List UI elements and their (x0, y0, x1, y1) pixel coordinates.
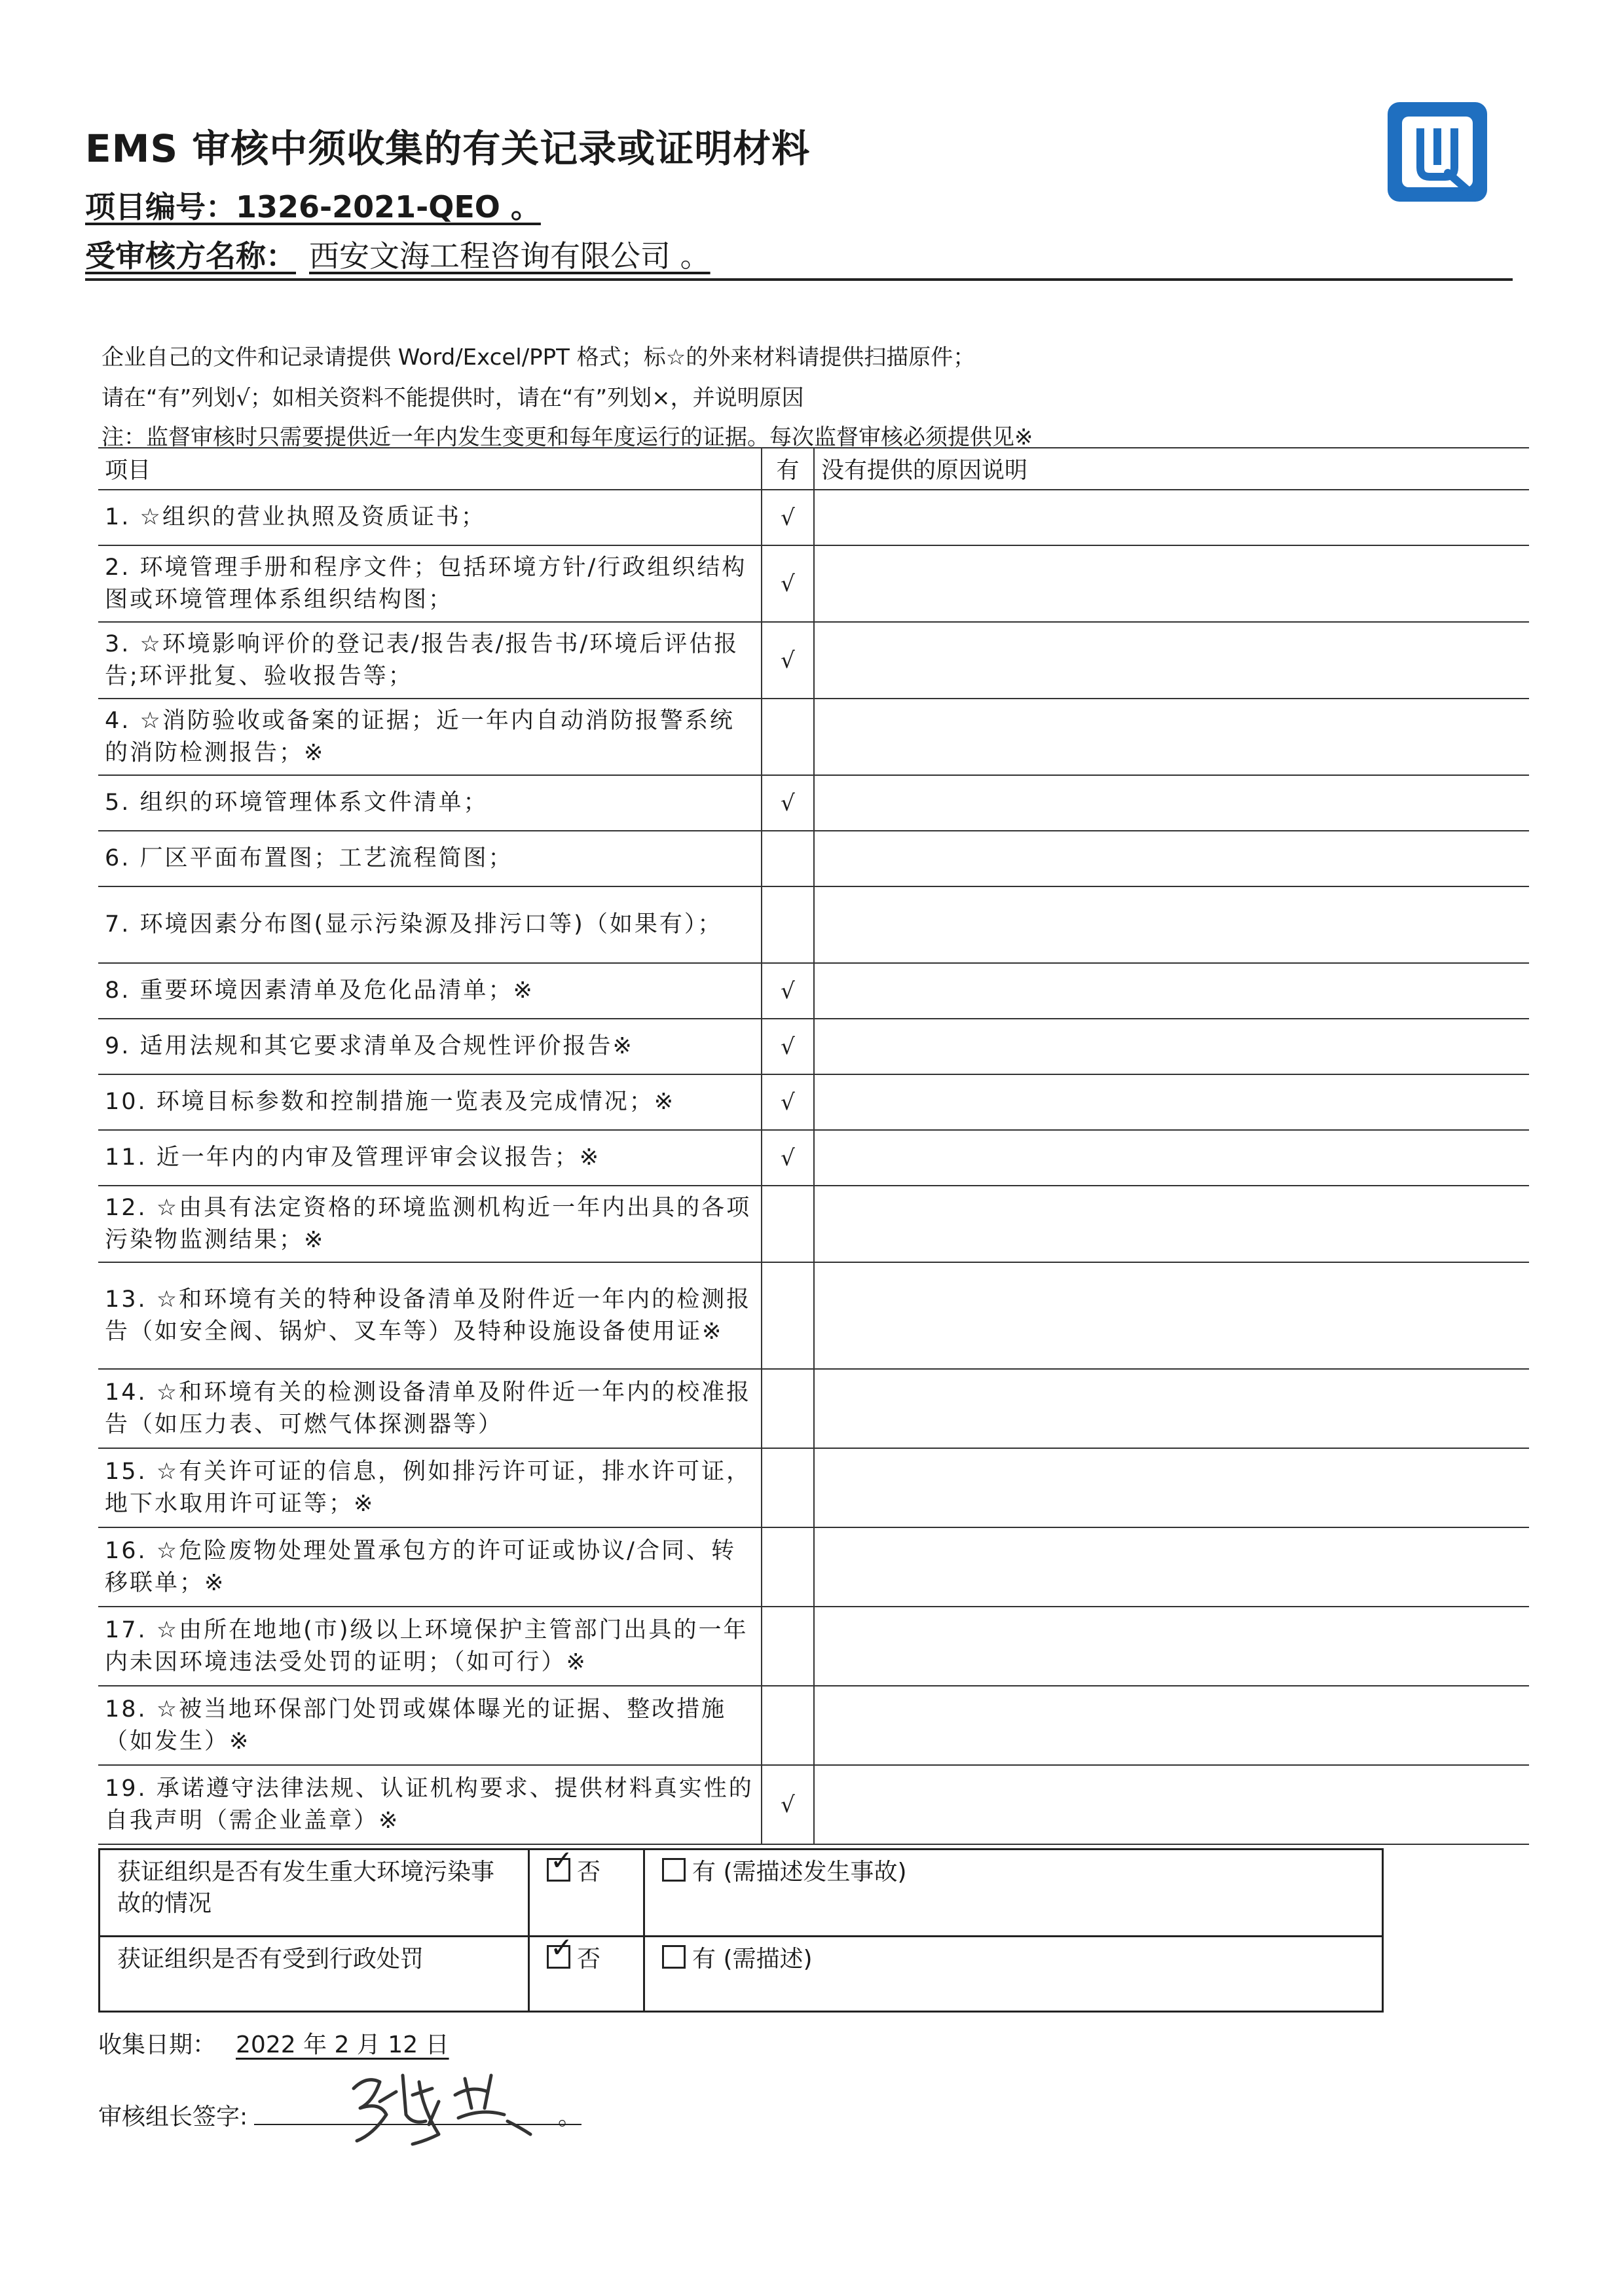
table-row (98, 1074, 1529, 1130)
document-title: EMS 审核中须收集的有关记录或证明材料 (85, 126, 811, 171)
table-row (98, 1527, 1529, 1607)
yes-checkbox-cell[interactable] (762, 1686, 814, 1765)
yes-checkbox-cell[interactable] (762, 886, 814, 963)
reason-cell[interactable] (814, 1074, 1529, 1130)
table-row (98, 1448, 1529, 1527)
checkbox-yes-icon[interactable] (662, 1858, 686, 1882)
incident-question: 获证组织是否有受到行政处罚 (100, 1937, 529, 2012)
item-text: 6. 厂区平面布置图；工艺流程简图； (98, 831, 762, 886)
table-header-row (98, 448, 1529, 490)
table-row (98, 1686, 1529, 1765)
yes-checkbox-cell[interactable]: √ (762, 490, 814, 545)
no-label: 否 (577, 1946, 601, 1973)
reason-cell[interactable] (814, 1765, 1529, 1844)
item-text: 18. ☆被当地环保部门处罚或媒体曝光的证据、整改措施（如发生）※ (98, 1686, 762, 1765)
yes-checkbox-cell[interactable]: √ (762, 963, 814, 1019)
reason-cell[interactable] (814, 963, 1529, 1019)
item-text: 11. 近一年内的内审及管理评审会议报告；※ (98, 1130, 762, 1186)
header-divider (85, 278, 1513, 281)
checkbox-no-checked-icon[interactable] (547, 1858, 570, 1882)
table-row (98, 1262, 1529, 1369)
incident-question: 获证组织是否有发生重大环境污染事故的情况 (100, 1850, 529, 1937)
yes-checkbox-cell[interactable] (762, 1527, 814, 1607)
yes-checkbox-cell[interactable] (762, 1186, 814, 1262)
item-text: 16. ☆危险废物处理处置承包方的许可证或协议/合同、转移联单；※ (98, 1527, 762, 1607)
yes-checkbox-cell[interactable]: √ (762, 622, 814, 699)
yes-checkbox-cell[interactable]: √ (762, 1019, 814, 1074)
reason-cell[interactable] (814, 545, 1529, 622)
project-number: 项目编号：1326-2021-QEO 。 (85, 189, 541, 225)
reason-cell[interactable] (814, 1686, 1529, 1765)
incident-yes-option[interactable] (644, 1937, 1383, 2012)
reason-cell[interactable] (814, 622, 1529, 699)
table-row (98, 775, 1529, 831)
reason-cell[interactable] (814, 1262, 1529, 1369)
table-row (98, 831, 1529, 886)
yes-checkbox-cell[interactable]: √ (762, 1130, 814, 1186)
yes-checkbox-cell[interactable]: √ (762, 545, 814, 622)
reason-cell[interactable] (814, 831, 1529, 886)
item-text: 4. ☆消防验收或备案的证据；近一年内自动消防报警系统的消防检测报告；※ (98, 699, 762, 775)
item-text: 14. ☆和环境有关的检测设备清单及附件近一年内的校准报告（如压力表、可燃气体探测器等） (98, 1369, 762, 1448)
no-label: 否 (577, 1859, 601, 1886)
incident-row (100, 1850, 1383, 1937)
item-text: 5. 组织的环境管理体系文件清单； (98, 775, 762, 831)
yes-checkbox-cell[interactable] (762, 1607, 814, 1686)
item-text: 13. ☆和环境有关的特种设备清单及附件近一年内的检测报告（如安全阀、锅炉、叉车等）及特种设施设备使用证※ (98, 1262, 762, 1369)
table-row (98, 1186, 1529, 1262)
reason-cell[interactable] (814, 775, 1529, 831)
auditee-name-value: 西安文海工程咨询有限公司 。 (309, 238, 710, 274)
handwritten-signature-icon[interactable] (341, 2062, 550, 2154)
incident-no-option[interactable] (529, 1850, 644, 1937)
yes-label: 有 (需描述发生事故) (692, 1859, 907, 1886)
reason-cell[interactable] (814, 1369, 1529, 1448)
checkbox-no-checked-icon[interactable] (547, 1945, 570, 1969)
yes-checkbox-cell[interactable]: √ (762, 1074, 814, 1130)
reason-cell[interactable] (814, 1130, 1529, 1186)
item-text: 9. 适用法规和其它要求清单及合规性评价报告※ (98, 1019, 762, 1074)
item-text: 10. 环境目标参数和控制措施一览表及完成情况；※ (98, 1074, 762, 1130)
table-row (98, 963, 1529, 1019)
note-line-3: 注：监督审核时只需要提供近一年内发生变更和每年度运行的证据。每次监督审核必须提供见※ (101, 424, 1033, 450)
table-row (98, 1765, 1529, 1844)
table-row (98, 545, 1529, 622)
auditee-name-line (85, 232, 710, 276)
collection-date-value[interactable]: 2022 年 2 月 12 日 (236, 2032, 449, 2058)
item-text: 19. 承诺遵守法律法规、认证机构要求、提供材料真实性的自我声明（需企业盖章）※ (98, 1765, 762, 1844)
item-text: 2. 环境管理手册和程序文件；包括环境方针/行政组织结构图或环境管理体系组织结构图； (98, 545, 762, 622)
note-line-1: 企业自己的文件和记录请提供 Word/Excel/PPT 格式；标☆的外来材料请提供扫描原件； (101, 344, 976, 371)
table-row (98, 1607, 1529, 1686)
yes-label: 有 (需描述) (692, 1946, 813, 1973)
item-text: 1. ☆组织的营业执照及资质证书； (98, 490, 762, 545)
yes-checkbox-cell[interactable] (762, 699, 814, 775)
yes-checkbox-cell[interactable] (762, 831, 814, 886)
table-row (98, 490, 1529, 545)
table-row (98, 699, 1529, 775)
note-line-2: 请在“有”列划√；如相关资料不能提供时，请在“有”列划×，并说明原因 (101, 385, 804, 411)
yes-checkbox-cell[interactable]: √ (762, 775, 814, 831)
table-row (98, 886, 1529, 963)
reason-cell[interactable] (814, 1186, 1529, 1262)
evidence-table (98, 447, 1529, 1845)
reason-cell[interactable] (814, 1607, 1529, 1686)
item-text: 17. ☆由所在地地(市)级以上环境保护主管部门出具的一年内未因环境违法受处罚的证明；（如可行）※ (98, 1607, 762, 1686)
incident-no-option[interactable] (529, 1937, 644, 2012)
auditee-name-label: 受审核方名称： (85, 238, 296, 274)
header-item: 项目 (98, 448, 762, 490)
header-yes: 有 (762, 448, 814, 490)
reason-cell[interactable] (814, 699, 1529, 775)
table-row (98, 1019, 1529, 1074)
incident-row (100, 1937, 1383, 2012)
item-text: 3. ☆环境影响评价的登记表/报告表/报告书/环境后评估报告;环评批复、验收报告等； (98, 622, 762, 699)
incident-table (98, 1848, 1384, 2013)
yes-checkbox-cell[interactable] (762, 1369, 814, 1448)
collection-date-line (98, 2026, 462, 2060)
collection-date-label: 收集日期： (98, 2032, 217, 2058)
item-text: 8. 重要环境因素清单及危化品清单；※ (98, 963, 762, 1019)
checkbox-yes-icon[interactable] (662, 1945, 686, 1969)
item-text: 15. ☆有关许可证的信息，例如排污许可证，排水许可证，地下水取用许可证等；※ (98, 1448, 762, 1527)
item-text: 7. 环境因素分布图(显示污染源及排污口等)（如果有）； (98, 886, 762, 963)
reason-cell[interactable] (814, 886, 1529, 963)
header-reason: 没有提供的原因说明 (814, 448, 1529, 490)
yes-checkbox-cell[interactable] (762, 1262, 814, 1369)
table-row (98, 1369, 1529, 1448)
item-text: 12. ☆由具有法定资格的环境监测机构近一年内出具的各项污染物监测结果；※ (98, 1186, 762, 1262)
certification-logo-icon (1385, 100, 1490, 204)
reason-cell[interactable] (814, 490, 1529, 545)
reason-cell[interactable] (814, 1448, 1529, 1527)
reason-cell[interactable] (814, 1527, 1529, 1607)
reason-cell[interactable] (814, 1019, 1529, 1074)
yes-checkbox-cell[interactable]: √ (762, 1765, 814, 1844)
table-row (98, 622, 1529, 699)
incident-yes-option[interactable] (644, 1850, 1383, 1937)
team-leader-signature-label: 审核组长签字: (98, 2104, 248, 2130)
signature-end-mark: 。 (558, 2104, 582, 2130)
yes-checkbox-cell[interactable] (762, 1448, 814, 1527)
table-row (98, 1130, 1529, 1186)
